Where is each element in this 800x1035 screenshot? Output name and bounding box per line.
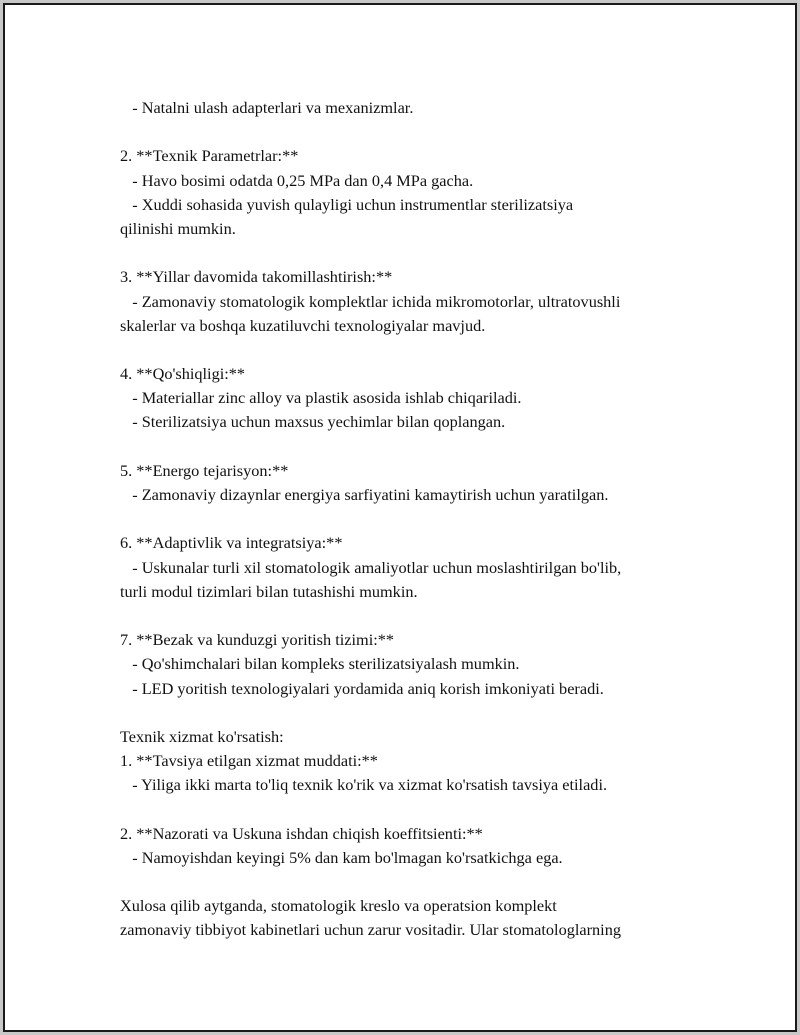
blank-line xyxy=(120,797,700,821)
blank-line xyxy=(120,604,700,628)
document-page xyxy=(3,3,797,1032)
blank-line xyxy=(120,870,700,894)
text-line: Texnik xizmat ko'rsatish: xyxy=(120,726,284,746)
text-line: - Yiliga ikki marta to'liq texnik ko'rik va xizmat ko'rsatish tavsiya etiladi. xyxy=(120,775,608,795)
text-line: qilinishi mumkin. xyxy=(120,218,236,238)
text-line: 2. **Texnik Parametrlar:** xyxy=(120,146,299,166)
document-body xyxy=(120,96,700,943)
blank-line xyxy=(120,241,700,265)
text-line: - Zamonaviy dizaynlar energiya sarfiyatini kamaytirish uchun yaratilgan. xyxy=(120,485,609,504)
text-line: 1. **Tavsiya etilgan xizmat muddati:** xyxy=(120,751,378,771)
text-line: - Zamonaviy stomatologik komplektlar ichida mikromotorlar, ultratovushli xyxy=(120,291,621,311)
text-line: - Sterilizatsiya uchun maxsus yechimlar bilan qoplangan. xyxy=(120,412,506,432)
text-line: - Natalni ulash adapterlari va mexanizmlar. xyxy=(120,98,414,117)
text-line: turli modul tizimlari bilan tutashishi mumkin. xyxy=(120,581,418,601)
blank-line xyxy=(120,435,700,459)
text-line: zamonaviy tibbiyot kabinetlari uchun zarur vositadir. Ular stomatologlarning xyxy=(120,920,621,940)
blank-line xyxy=(120,701,700,725)
text-line: 2. **Nazorati va Uskuna ishdan chiqish koeffitsienti:** xyxy=(120,823,483,843)
text-line: Xulosa qilib aytganda, stomatologik kreslo va operatsion komplekt xyxy=(120,896,557,916)
text-line: - Namoyishdan keyingi 5% dan kam bo'lmagan ko'rsatkichga ega. xyxy=(120,847,563,867)
text-line: - Uskunalar turli xil stomatologik amaliyotlar uchun moslashtirilgan bo'lib, xyxy=(120,557,622,577)
text-line: - Materiallar zinc alloy va plastik asosida ishlab chiqariladi. xyxy=(120,388,522,408)
text-line: 4. **Qo'shiqligi:** xyxy=(120,364,246,384)
text-line: - Qo'shimchalari bilan kompleks sterilizatsiyalash mumkin. xyxy=(120,654,520,674)
blank-line xyxy=(120,338,700,362)
blank-line xyxy=(120,507,700,531)
text-line: 5. **Energo tejarisyon:** xyxy=(120,460,289,480)
text-line: - Xuddi sohasida yuvish qulayligi uchun instrumentlar sterilizatsiya xyxy=(120,194,574,214)
text-line: - LED yoritish texnologiyalari yordamida aniq korish imkoniyati beradi. xyxy=(120,678,604,698)
blank-line xyxy=(120,120,700,144)
text-line: 6. **Adaptivlik va integratsiya:** xyxy=(120,533,343,553)
text-line: - Havo bosimi odatda 0,25 MPa dan 0,4 MPa gacha. xyxy=(120,170,474,190)
text-line: 3. **Yillar davomida takomillashtirish:** xyxy=(120,267,393,287)
text-line: skalerlar va boshqa kuzatiluvchi texnologiyalar mavjud. xyxy=(120,315,486,335)
text-line: 7. **Bezak va kunduzgi yoritish tizimi:** xyxy=(120,630,395,650)
